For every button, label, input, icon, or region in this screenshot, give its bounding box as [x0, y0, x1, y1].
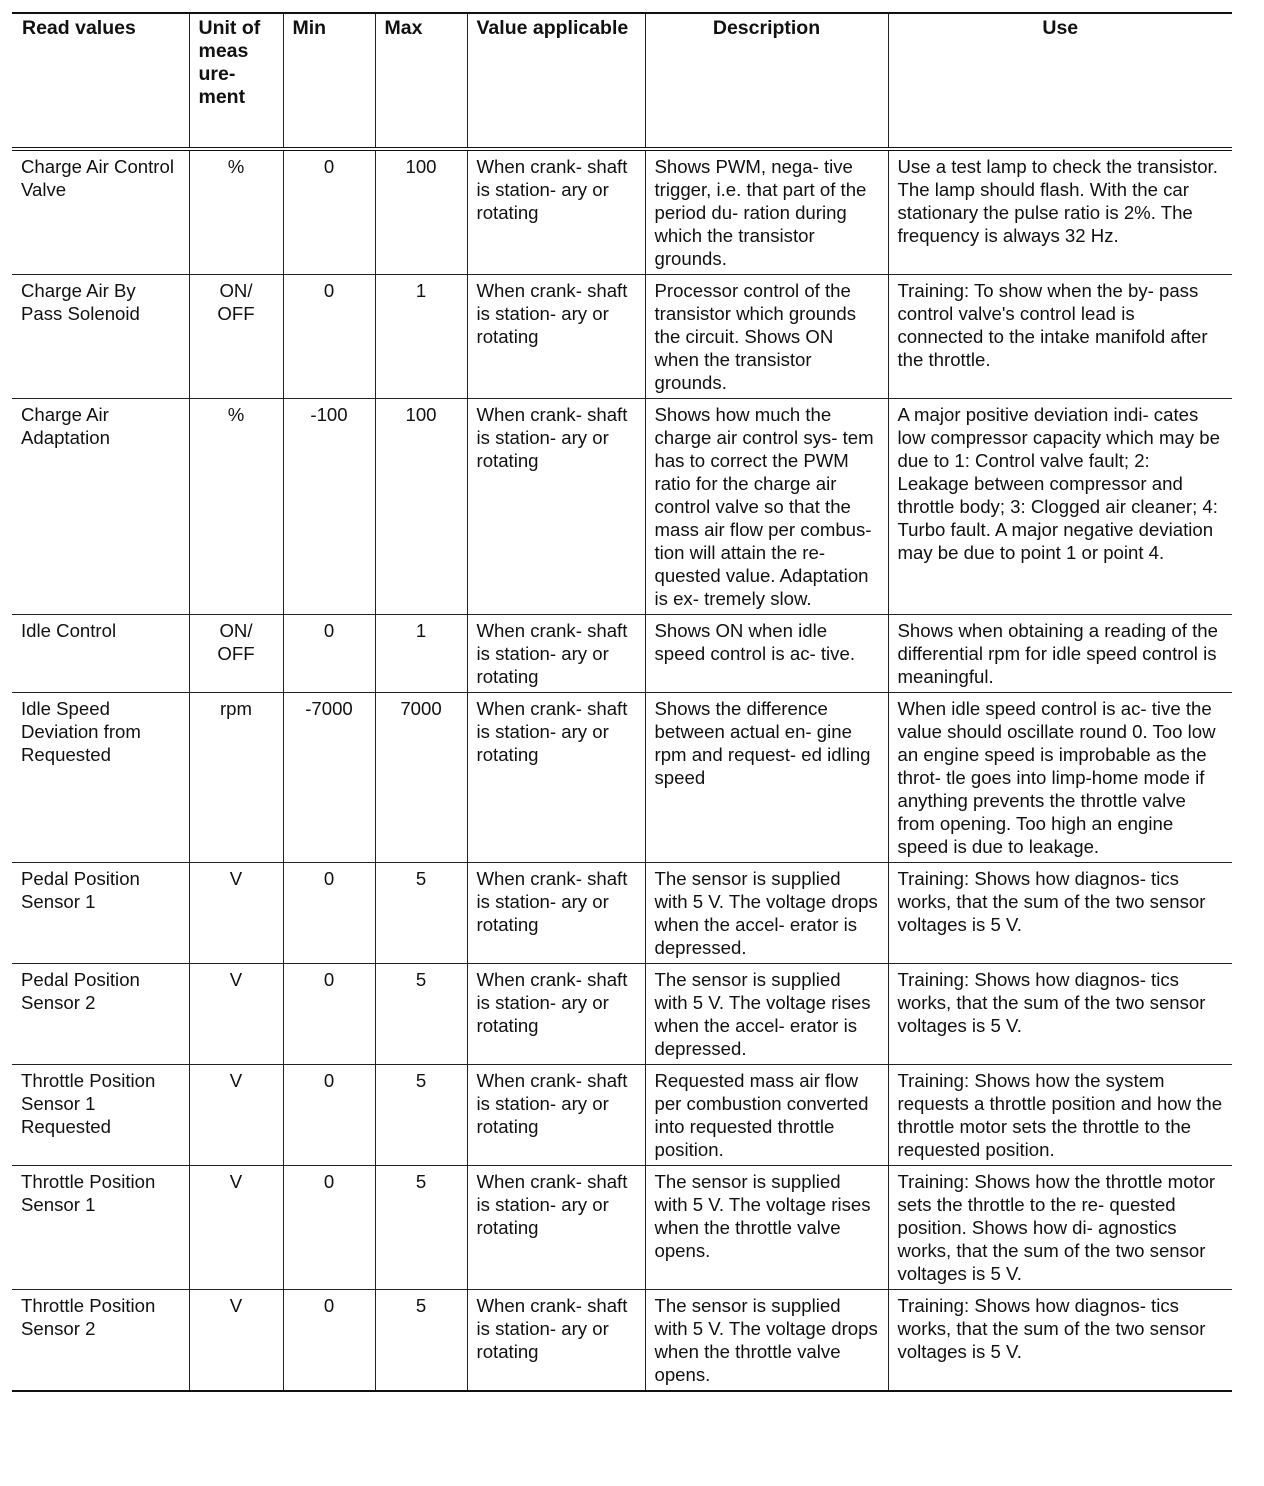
cell-max: 5	[375, 1166, 467, 1290]
cell-min: 0	[283, 1065, 375, 1166]
cell-description: Shows the difference between actual en- gine rpm and request- ed idling speed	[645, 693, 888, 863]
cell-value-applicable: When crank- shaft is station- ary or rotating	[467, 149, 645, 275]
cell-use: Training: Shows how diagnos- tics works, that the sum of the two sensor voltages is 5 V.	[888, 1290, 1232, 1392]
cell-description: The sensor is supplied with 5 V. The voltage rises when the throttle valve opens.	[645, 1166, 888, 1290]
cell-read-value: Charge Air Adaptation	[12, 399, 189, 615]
cell-unit: %	[189, 149, 283, 275]
cell-min: -100	[283, 399, 375, 615]
cell-value-applicable: When crank- shaft is station- ary or rotating	[467, 399, 645, 615]
cell-use: Use a test lamp to check the transistor. The lamp should flash. With the car stationary the pulse ratio is 2%. The frequency is always 32 Hz.	[888, 149, 1232, 275]
cell-use: Training: To show when the by- pass control valve's control lead is connected to the intake manifold after the throttle.	[888, 275, 1232, 399]
header-read-values: Read values	[12, 13, 189, 149]
read-values-table	[12, 12, 1232, 1392]
cell-use: Training: Shows how diagnos- tics works, that the sum of the two sensor voltages is 5 V.	[888, 863, 1232, 964]
cell-max: 5	[375, 863, 467, 964]
cell-use: Shows when obtaining a reading of the differential rpm for idle speed control is meaningful.	[888, 615, 1232, 693]
cell-use: Training: Shows how the system requests a throttle position and how the throttle motor sets the throttle to the requested position.	[888, 1065, 1232, 1166]
cell-min: 0	[283, 863, 375, 964]
header-description: Description	[645, 13, 888, 149]
header-value-applicable: Value applicable	[467, 13, 645, 149]
header-max: Max	[375, 13, 467, 149]
cell-value-applicable: When crank- shaft is station- ary or rotating	[467, 615, 645, 693]
cell-read-value: Idle Control	[12, 615, 189, 693]
cell-value-applicable: When crank- shaft is station- ary or rotating	[467, 1166, 645, 1290]
cell-max: 5	[375, 964, 467, 1065]
cell-unit: V	[189, 1065, 283, 1166]
table-row	[12, 1290, 1232, 1392]
cell-min: -7000	[283, 693, 375, 863]
cell-unit: V	[189, 1166, 283, 1290]
cell-description: Shows ON when idle speed control is ac- tive.	[645, 615, 888, 693]
cell-max: 100	[375, 149, 467, 275]
cell-use: Training: Shows how the throttle motor sets the throttle to the re- quested position. Shows how di- agnostics works, that the sum of the two sensor voltages is 5 V.	[888, 1166, 1232, 1290]
cell-value-applicable: When crank- shaft is station- ary or rotating	[467, 275, 645, 399]
cell-read-value: Charge Air By Pass Solenoid	[12, 275, 189, 399]
cell-min: 0	[283, 275, 375, 399]
table-row	[12, 615, 1232, 693]
cell-min: 0	[283, 1290, 375, 1392]
table-row	[12, 1065, 1232, 1166]
cell-use: When idle speed control is ac- tive the value should oscillate round 0. Too low an engine speed is improbable as the throt- tle goes into limp-home mode if anything prevents the throttle valve from opening. Too high an engine speed is due to leakage.	[888, 693, 1232, 863]
cell-min: 0	[283, 964, 375, 1065]
cell-read-value: Throttle Position Sensor 2	[12, 1290, 189, 1392]
table-row	[12, 964, 1232, 1065]
table-row	[12, 1166, 1232, 1290]
cell-description: The sensor is supplied with 5 V. The voltage drops when the throttle valve opens.	[645, 1290, 888, 1392]
cell-max: 1	[375, 615, 467, 693]
cell-value-applicable: When crank- shaft is station- ary or rotating	[467, 1290, 645, 1392]
cell-min: 0	[283, 149, 375, 275]
header-use: Use	[888, 13, 1232, 149]
cell-max: 5	[375, 1065, 467, 1166]
cell-value-applicable: When crank- shaft is station- ary or rotating	[467, 693, 645, 863]
table-row	[12, 275, 1232, 399]
cell-unit: V	[189, 1290, 283, 1392]
cell-description: Requested mass air flow per combustion converted into requested throttle position.	[645, 1065, 888, 1166]
header-row	[12, 13, 1232, 149]
cell-value-applicable: When crank- shaft is station- ary or rotating	[467, 964, 645, 1065]
cell-max: 7000	[375, 693, 467, 863]
table-row	[12, 693, 1232, 863]
cell-description: The sensor is supplied with 5 V. The voltage rises when the accel- erator is depressed.	[645, 964, 888, 1065]
cell-use: A major positive deviation indi- cates low compressor capacity which may be due to 1: Control valve fault; 2: Leakage between compressor and throttle body; 3: Clogged air cleaner; 4: Turbo fault. A major negative deviation may be due to point 1 or point 4.	[888, 399, 1232, 615]
cell-value-applicable: When crank- shaft is station- ary or rotating	[467, 1065, 645, 1166]
cell-read-value: Throttle Position Sensor 1 Requested	[12, 1065, 189, 1166]
cell-unit: ON/ OFF	[189, 615, 283, 693]
cell-unit: V	[189, 964, 283, 1065]
cell-description: The sensor is supplied with 5 V. The voltage drops when the accel- erator is depressed.	[645, 863, 888, 964]
cell-unit: V	[189, 863, 283, 964]
cell-description: Shows PWM, nega- tive trigger, i.e. that part of the period du- ration during which the transistor grounds.	[645, 149, 888, 275]
cell-value-applicable: When crank- shaft is station- ary or rotating	[467, 863, 645, 964]
table-row	[12, 863, 1232, 964]
cell-min: 0	[283, 615, 375, 693]
table-row	[12, 399, 1232, 615]
cell-unit: %	[189, 399, 283, 615]
cell-description: Processor control of the transistor which grounds the circuit. Shows ON when the transistor grounds.	[645, 275, 888, 399]
table-row	[12, 149, 1232, 275]
document-page	[12, 12, 1232, 1392]
cell-read-value: Charge Air Control Valve	[12, 149, 189, 275]
cell-description: Shows how much the charge air control sys- tem has to correct the PWM ratio for the charge air control valve so that the mass air flow per combus- tion will attain the re- quested value. Adaptation is ex- tremely slow.	[645, 399, 888, 615]
cell-read-value: Throttle Position Sensor 1	[12, 1166, 189, 1290]
cell-read-value: Pedal Position Sensor 1	[12, 863, 189, 964]
cell-read-value: Pedal Position Sensor 2	[12, 964, 189, 1065]
header-min: Min	[283, 13, 375, 149]
cell-read-value: Idle Speed Deviation from Requested	[12, 693, 189, 863]
table-body	[12, 149, 1232, 1391]
cell-min: 0	[283, 1166, 375, 1290]
table-header	[12, 13, 1232, 149]
cell-unit: rpm	[189, 693, 283, 863]
cell-unit: ON/ OFF	[189, 275, 283, 399]
header-unit: Unit of meas ure- ment	[189, 13, 283, 149]
cell-max: 1	[375, 275, 467, 399]
cell-max: 100	[375, 399, 467, 615]
cell-max: 5	[375, 1290, 467, 1392]
cell-use: Training: Shows how diagnos- tics works, that the sum of the two sensor voltages is 5 V.	[888, 964, 1232, 1065]
